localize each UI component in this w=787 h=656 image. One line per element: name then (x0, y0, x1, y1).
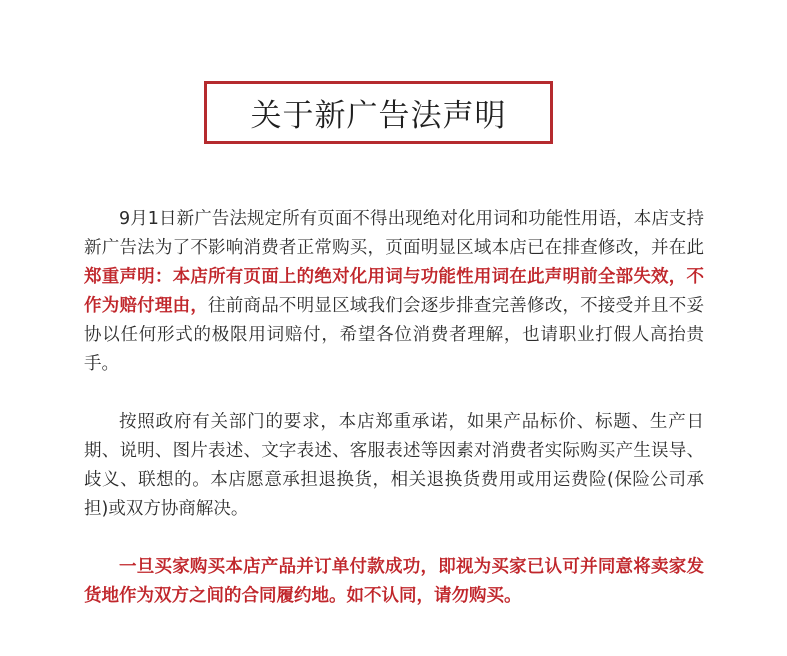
statement-paragraph-1 (84, 205, 704, 379)
paragraph-1-intro: 9月1日新广告法规定所有页面不得出现绝对化用词和功能性用语，本店支持新广告法为了不影响消费者正常购买，页面明显区域本店已在排查修改，并在此 (84, 209, 704, 258)
page-title: 关于新广告法声明 (250, 98, 507, 134)
statement-paragraph-3: 一旦买家购买本店产品并订单付款成功，即视为买家已认可并同意将卖家发货地作为双方之间的合同履约地。如不认同，请勿购买。 (84, 557, 704, 606)
title-frame (204, 81, 553, 144)
paragraph-1-outro: 往前商品不明显区域我们会逐步排查完善修改，不接受并且不妥协以任何形式的极限用词赔付，希望各位消费者理解，也请职业打假人高抬贵手。 (84, 296, 705, 374)
statement-body (84, 205, 704, 611)
statement-paragraph-2: 按照政府有关部门的要求，本店郑重承诺，如果产品标价、标题、生产日期、说明、图片表述、文字表述、客服表述等因素对消费者实际购买产生误导、歧义、联想的。本店愿意承担退换货，相关退换货费用或用运费险(保险公司承担)或双方协商解决。 (84, 412, 704, 519)
paragraph-1-emphasis: 郑重声明：本店所有页面上的绝对化用词与功能性用词在此声明前全部失效，不作为赔付理由， (84, 267, 704, 316)
